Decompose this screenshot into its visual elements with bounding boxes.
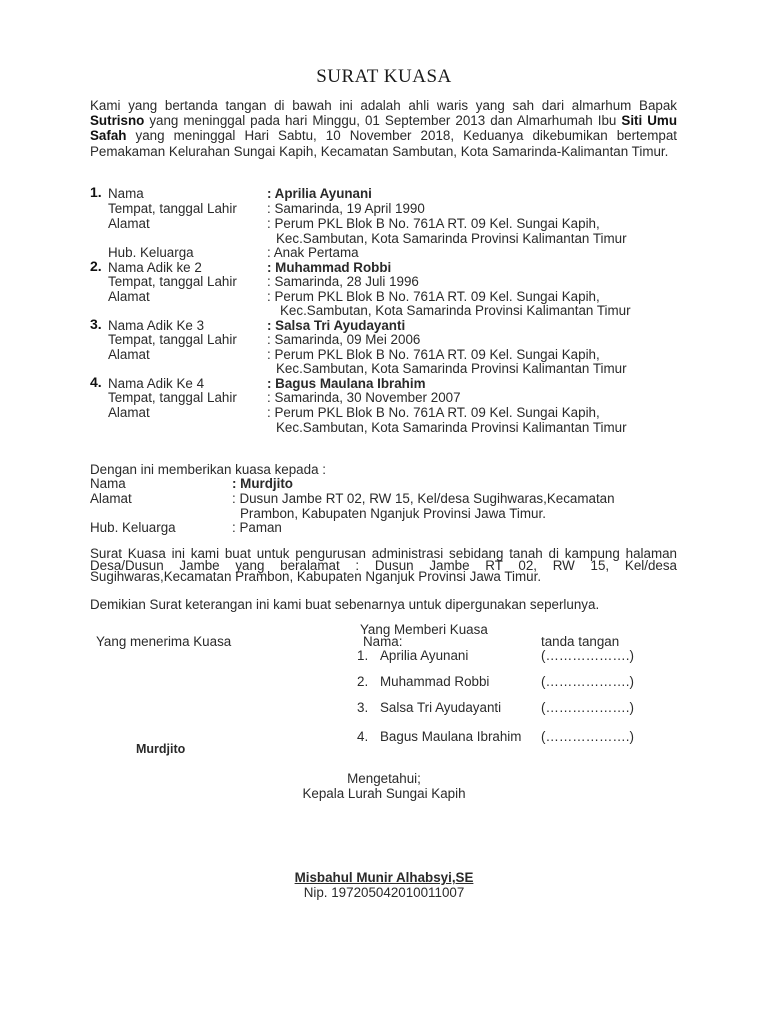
purpose-paragraph: Surat Kuasa ini kami buat untuk pengurusan administrasi sebidang tanah di kampung halaman Desa/Dusun Jambe yang beralamat : Dusun Jambe RT 02, RW 15, Kel/desa Sugihwaras,Kecamatan Prambon, Kabupaten Nganjuk Provinsi Jawa Timur. <box>90 546 677 584</box>
giver-4-name: Bagus Maulana Ibrahim <box>380 729 522 744</box>
heir-3-birth: : Samarinda, 09 Mei 2006 <box>267 332 421 347</box>
proxy-address-line1: : Dusun Jambe RT 02, RW 15, Kel/desa Sugihwaras,Kecamatan <box>232 491 615 506</box>
mother-name: Siti Umu Safah <box>90 113 677 144</box>
heir-3-address-label: Alamat <box>108 347 150 362</box>
receiver-name: Murdjito <box>136 742 186 756</box>
heir-4-birth: : Samarinda, 30 November 2007 <box>267 390 461 405</box>
heir-2-address-label: Alamat <box>108 289 150 304</box>
heir-1-relation: : Anak Pertama <box>267 245 359 260</box>
heir-1-birth-label: Tempat, tanggal Lahir <box>108 201 237 216</box>
heir-4-name-label: Nama Adik Ke 4 <box>108 376 205 391</box>
proxy-name-label: Nama <box>90 476 126 491</box>
official-name: Misbahul Munir Alhabsyi,SE <box>294 870 474 885</box>
giver-2-name: Muhammad Robbi <box>380 674 490 689</box>
giver-3-name: Salsa Tri Ayudayanti <box>380 700 502 715</box>
heir-3-address-line2: Kec.Sambutan, Kota Samarinda Provinsi Kalimantan Timur <box>276 361 627 376</box>
intro-text-1: Kami yang bertanda tangan di bawah ini adalah ahli waris yang sah dari almarhum Bapak <box>90 98 677 113</box>
proxy-address-line2: Prambon, Kabupaten Nganjuk Provinsi Jawa Timur. <box>240 506 546 521</box>
approval-line-1: Mengetahui; <box>347 771 421 786</box>
proxy-intro: Dengan ini memberikan kuasa kepada : <box>90 462 326 477</box>
giver-3-number: 3. <box>357 700 369 715</box>
heir-1-birth: : Samarinda, 19 April 1990 <box>267 201 425 216</box>
heir-2-birth-label: Tempat, tanggal Lahir <box>108 274 237 289</box>
heir-3-number: 3. <box>90 316 102 332</box>
heir-2-name-label: Nama Adik ke 2 <box>108 260 202 275</box>
heir-4-address-line2: Kec.Sambutan, Kota Samarinda Provinsi Kalimantan Timur <box>276 420 627 435</box>
giver-3-signature-blank: (……………….) <box>541 700 634 715</box>
official-nip: Nip. 197205042010011007 <box>303 885 465 900</box>
heir-1-address-label: Alamat <box>108 216 150 231</box>
giver-4-signature-blank: (……………….) <box>541 729 634 744</box>
proxy-relation: : Paman <box>232 520 282 535</box>
giver-1-number: 1. <box>357 648 369 663</box>
giver-1-name: Aprilia Ayunani <box>380 648 469 663</box>
proxy-address-label: Alamat <box>90 491 132 506</box>
intro-text-2: yang meninggal pada hari Minggu, 01 September 2013 dan Almarhumah Ibu <box>144 113 622 129</box>
giver-sign-column: tanda tangan <box>541 634 620 649</box>
heir-3-name-label: Nama Adik Ke 3 <box>108 318 205 333</box>
heir-3-birth-label: Tempat, tanggal Lahir <box>108 332 237 347</box>
receiver-heading: Yang menerima Kuasa <box>96 634 232 649</box>
heir-1-name-label: Nama <box>108 186 144 201</box>
document-title: SURAT KUASA <box>316 66 452 87</box>
giver-name-column: Nama: <box>363 634 403 649</box>
approval-line-2: Kepala Lurah Sungai Kapih <box>302 786 466 801</box>
giver-2-number: 2. <box>357 674 369 689</box>
proxy-relation-label: Hub. Keluarga <box>90 520 176 535</box>
heir-2-address-line1: : Perum PKL Blok B No. 761A RT. 09 Kel. Sungai Kapih, <box>267 289 600 304</box>
heir-4-birth-label: Tempat, tanggal Lahir <box>108 390 237 405</box>
heir-3-name: : Salsa Tri Ayudayanti <box>267 318 406 333</box>
heir-2-birth: : Samarinda, 28 Juli 1996 <box>267 274 419 289</box>
heir-1-address-line1: : Perum PKL Blok B No. 761A RT. 09 Kel. Sungai Kapih, <box>267 216 600 231</box>
heir-4-address-label: Alamat <box>108 405 150 420</box>
giver-4-number: 4. <box>357 729 369 744</box>
heir-1-relation-label: Hub. Keluarga <box>108 245 194 260</box>
giver-1-signature-blank: (……………….) <box>541 648 634 663</box>
heir-2-name: : Muhammad Robbi <box>267 260 392 275</box>
giver-2-signature-blank: (……………….) <box>541 674 634 689</box>
heir-4-number: 4. <box>90 374 102 390</box>
intro-paragraph <box>90 98 677 159</box>
heir-1-address-line2: Kec.Sambutan, Kota Samarinda Provinsi Kalimantan Timur <box>276 231 627 246</box>
intro-text-3: yang meninggal Hari Sabtu, 10 November 2018, Keduanya dikebumikan bertempat Pemakaman Kelurahan Sungai Kapih, Kecamatan Sambutan, Kota Samarinda-Kalimantan Timur. <box>90 128 677 159</box>
heir-4-name: : Bagus Maulana Ibrahim <box>267 376 426 391</box>
giver-heading: Yang Memberi Kuasa <box>360 622 488 637</box>
father-name: Sutrisno <box>90 113 145 129</box>
heir-3-address-line1: : Perum PKL Blok B No. 761A RT. 09 Kel. Sungai Kapih, <box>267 347 600 362</box>
heir-1-number: 1. <box>90 184 102 200</box>
proxy-name: : Murdjito <box>232 476 293 491</box>
heir-4-address-line1: : Perum PKL Blok B No. 761A RT. 09 Kel. Sungai Kapih, <box>267 405 600 420</box>
heir-1-name: : Aprilia Ayunani <box>267 186 372 201</box>
heir-2-address-line2: Kec.Sambutan, Kota Samarinda Provinsi Kalimantan Timur <box>280 303 631 318</box>
closing-statement: Demikian Surat keterangan ini kami buat sebenarnya untuk dipergunakan seperlunya. <box>90 597 600 612</box>
heir-2-number: 2. <box>90 258 102 274</box>
